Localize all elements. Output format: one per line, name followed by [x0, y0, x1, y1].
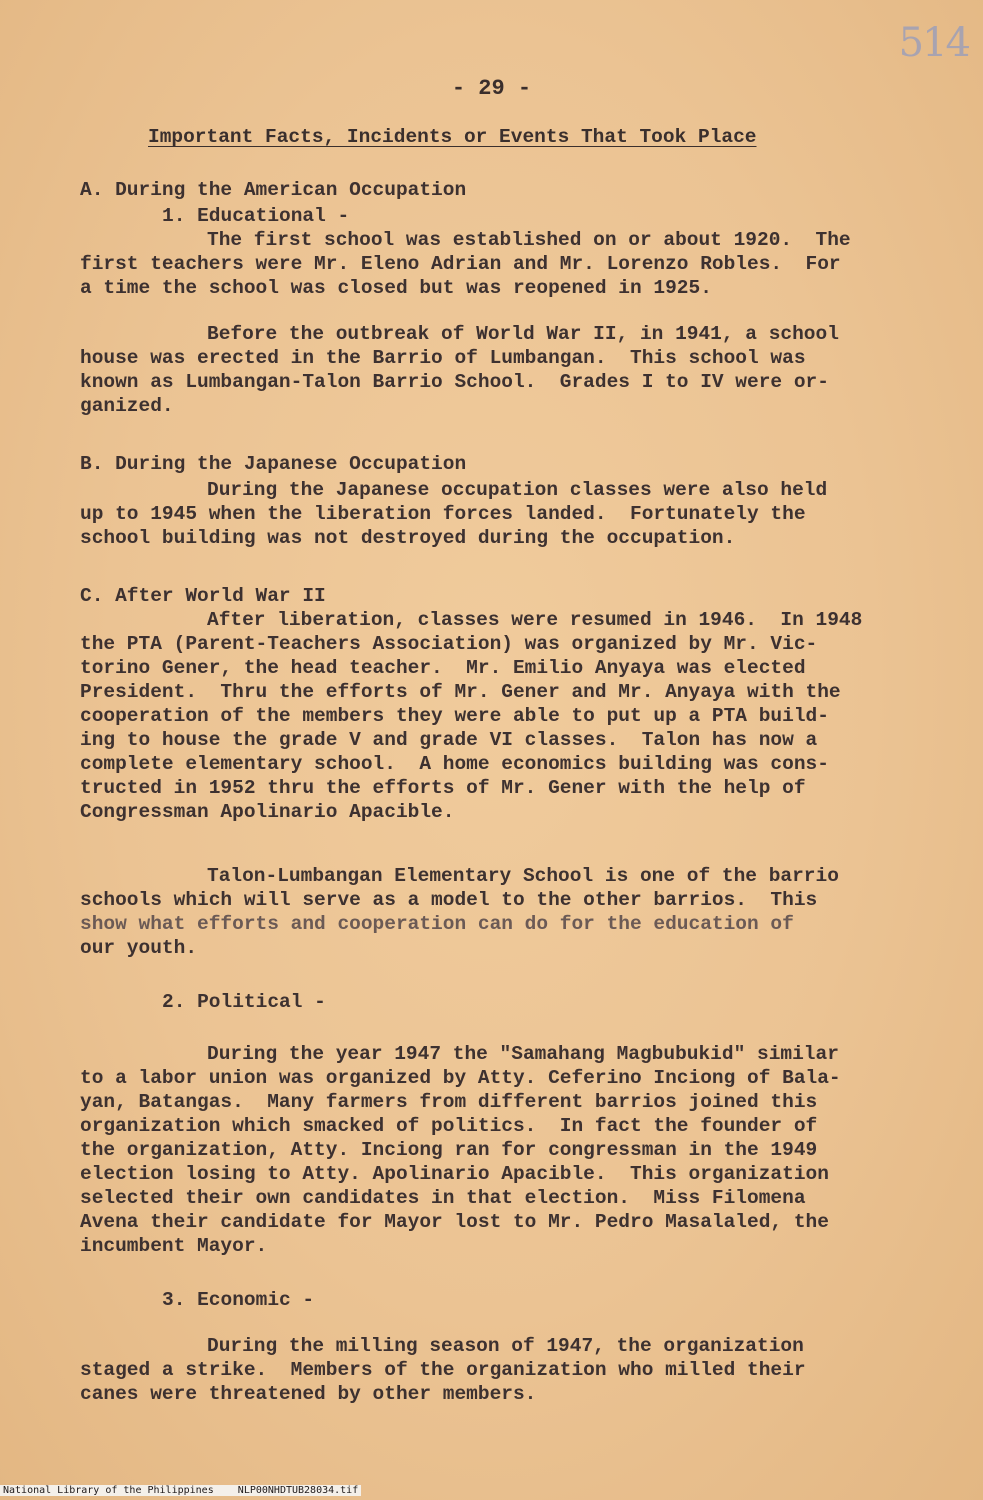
body-line: During the Japanese occupation classes were also held	[207, 479, 828, 501]
body-line: our youth.	[80, 937, 198, 959]
body-line: staged a strike. Members of the organization who milled their	[80, 1359, 806, 1381]
subsection-heading: 3. Economic -	[162, 1289, 315, 1311]
body-line: President. Thru the efforts of Mr. Gener and Mr. Anyaya with the	[80, 681, 841, 703]
body-line: ing to house the grade V and grade VI classes. Talon has now a	[80, 729, 818, 751]
section-heading-b: B. During the Japanese Occupation	[80, 453, 467, 475]
body-line: up to 1945 when the liberation forces landed. Fortunately the	[80, 503, 806, 525]
body-line: show what efforts and cooperation can do for the education of	[80, 913, 794, 935]
subsection-heading: 1. Educational -	[162, 205, 350, 227]
body-line: Before the outbreak of World War II, in 1941, a school	[207, 323, 839, 345]
body-line: first teachers were Mr. Eleno Adrian and Mr. Lorenzo Robles. For	[80, 253, 841, 275]
body-line: Avena their candidate for Mayor lost to Mr. Pedro Masalaled, the	[80, 1211, 829, 1233]
body-line: to a labor union was organized by Atty. Ceferino Inciong of Bala-	[80, 1067, 841, 1089]
handwritten-page-note: 514	[898, 20, 969, 66]
body-line: Talon-Lumbangan Elementary School is one of the barrio	[207, 865, 839, 887]
body-line: ganized.	[80, 395, 174, 417]
body-line: schools which will serve as a model to the other barrios. This	[80, 889, 818, 911]
body-line: During the milling season of 1947, the organization	[207, 1335, 804, 1357]
section-heading-a: A. During the American Occupation	[80, 179, 467, 201]
body-line: selected their own candidates in that election. Miss Filomena	[80, 1187, 806, 1209]
body-line: election losing to Atty. Apolinario Apacible. This organization	[80, 1163, 829, 1185]
body-line: house was erected in the Barrio of Lumbangan. This school was	[80, 347, 806, 369]
body-line: The first school was established on or about 1920. The	[207, 229, 851, 251]
body-line: known as Lumbangan-Talon Barrio School. Grades I to IV were or-	[80, 371, 829, 393]
archive-footer: National Library of the Philippines NLP00NHDTUB28034.tif	[0, 1485, 361, 1496]
subsection-heading: 2. Political -	[162, 991, 326, 1013]
body-line: the organization, Atty. Inciong ran for congressman in the 1949	[80, 1139, 818, 1161]
body-line: school building was not destroyed during the occupation.	[80, 527, 736, 549]
body-line: yan, Batangas. Many farmers from different barrios joined this	[80, 1091, 818, 1113]
body-line: canes were threatened by other members.	[80, 1383, 537, 1405]
body-line: organization which smacked of politics. In fact the founder of	[80, 1115, 818, 1137]
body-line: After liberation, classes were resumed in 1946. In 1948	[207, 609, 863, 631]
body-line: During the year 1947 the "Samahang Magbubukid" similar	[207, 1043, 839, 1065]
page-title: Important Facts, Incidents or Events That Took Place	[148, 126, 757, 148]
body-line: cooperation of the members they were able to put up a PTA build-	[80, 705, 829, 727]
body-line: torino Gener, the head teacher. Mr. Emilio Anyaya was elected	[80, 657, 806, 679]
body-line: the PTA (Parent-Teachers Association) was organized by Mr. Vic-	[80, 633, 818, 655]
page-number: - 29 -	[451, 76, 532, 101]
body-line: a time the school was closed but was reopened in 1925.	[80, 277, 712, 299]
body-line: tructed in 1952 thru the efforts of Mr. Gener with the help of	[80, 777, 806, 799]
body-line: complete elementary school. A home economics building was cons-	[80, 753, 829, 775]
body-line: Congressman Apolinario Apacible.	[80, 801, 455, 823]
body-line: incumbent Mayor.	[80, 1235, 268, 1257]
section-heading-c: C. After World War II	[80, 585, 326, 607]
